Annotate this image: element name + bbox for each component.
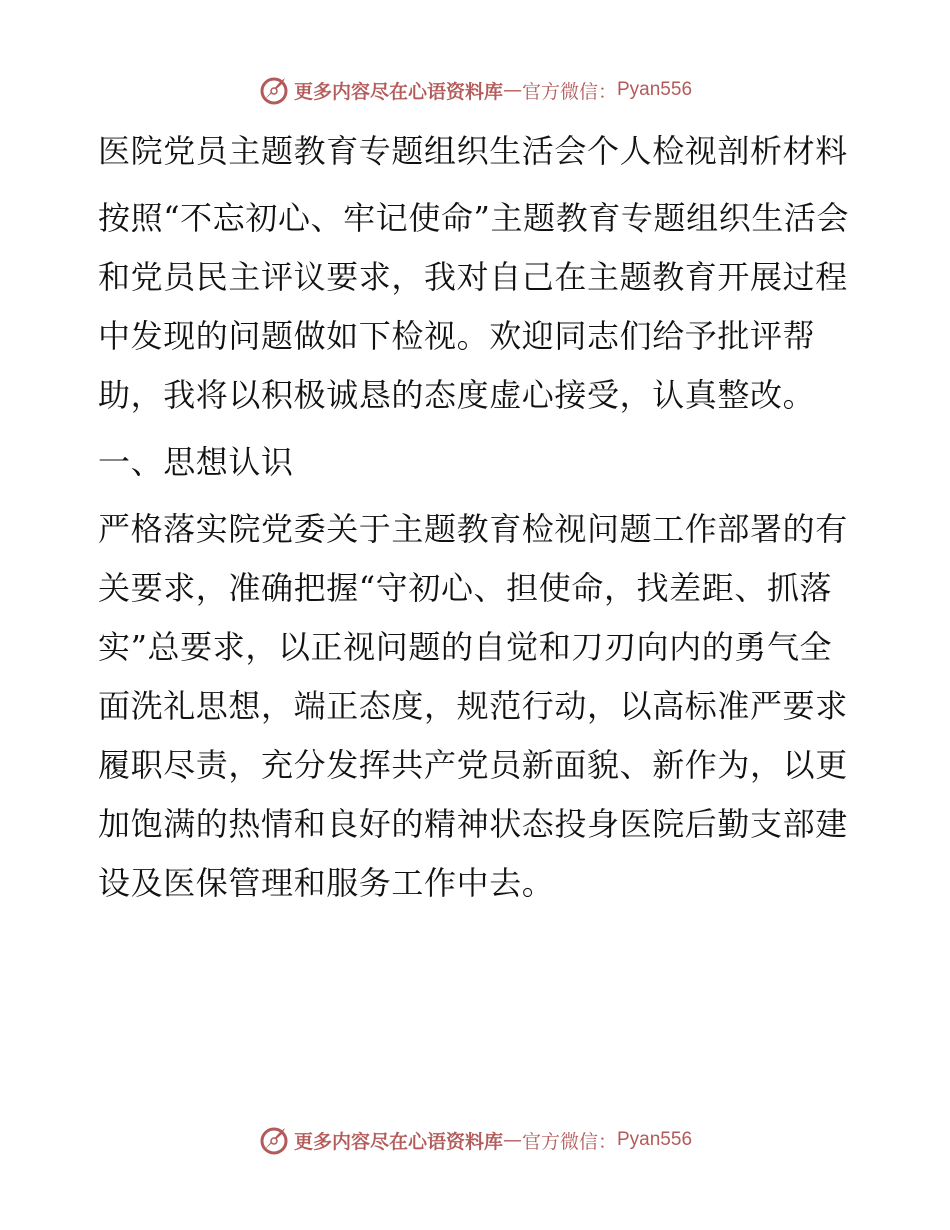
banner-separator: — bbox=[502, 1129, 522, 1151]
document-title: 医院党员主题教育专题组织生活会个人检视剖析材料 bbox=[98, 132, 848, 170]
banner-wechat-label: 官方微信： bbox=[521, 1130, 617, 1153]
banner-site-text: 更多内容尽在心语资料库 bbox=[293, 1130, 503, 1153]
section-heading: 一、思想认识 bbox=[98, 443, 294, 481]
banner-separator: — bbox=[502, 79, 522, 101]
section-paragraph: 严格落实院党委关于主题教育检视问题工作部署的有关要求，准确把握“守初心、担使命，找差距、抓落实”总要求，以正视问题的自觉和刀刃向内的勇气全面洗礼思想，端正态度，规范行动，以高标准严要求履职尽责，充分发挥共产党员新面貌、新作为，以更加饱满的热情和良好的精神状态投身医院后勤支部建设及医保管理和服务工作中去。 bbox=[98, 510, 848, 902]
pen-logo-icon bbox=[258, 74, 290, 106]
intro-paragraph: 按照“不忘初心、牢记使命”主题教育专题组织生活会和党员民主评议要求，我对自己在主题教育开展过程中发现的问题做如下检视。欢迎同志们给予批评帮助，我将以积极诚恳的态度虚心接受，认真整改。 bbox=[98, 199, 850, 414]
pen-logo-icon bbox=[258, 1124, 290, 1156]
document-body bbox=[98, 122, 850, 921]
banner-site-text: 更多内容尽在心语资料库 bbox=[293, 80, 503, 103]
banner-wechat-id: Pyan556 bbox=[617, 79, 693, 100]
banner-wechat-label: 官方微信： bbox=[521, 80, 617, 103]
header-banner bbox=[0, 70, 950, 110]
footer-banner bbox=[0, 1120, 950, 1160]
banner-wechat-id: Pyan556 bbox=[617, 1129, 693, 1150]
